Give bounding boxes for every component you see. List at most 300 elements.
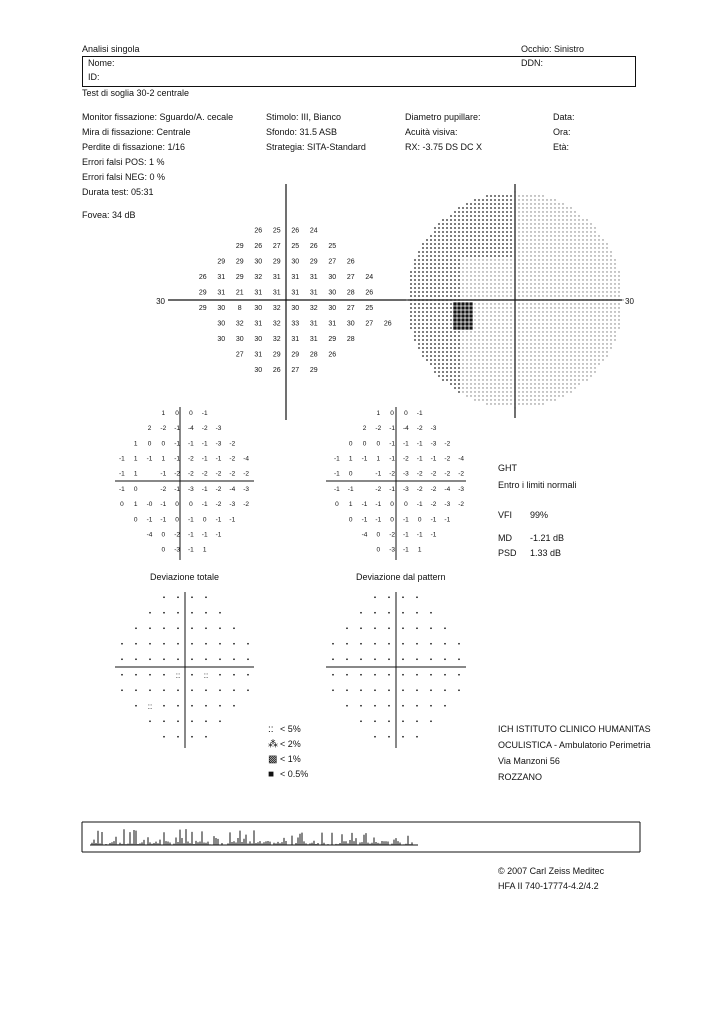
- greyscale-dot: [582, 219, 583, 220]
- greyscale-dot: [426, 343, 428, 345]
- greyscale-dot: [510, 235, 512, 237]
- greyscale-dot: [494, 379, 495, 380]
- greyscale-dot: [570, 271, 571, 272]
- pd-prob-dot: [458, 674, 460, 676]
- greyscale-dot: [478, 295, 479, 296]
- total-deviation-value: 1: [133, 455, 138, 463]
- greyscale-dot: [562, 219, 563, 220]
- greyscale-dot: [518, 379, 519, 380]
- greyscale-dot: [538, 219, 539, 220]
- greyscale-dot: [538, 375, 539, 376]
- greyscale-dot: [454, 267, 456, 269]
- pd-prob-dot: [346, 643, 348, 645]
- greyscale-dot: [414, 307, 416, 309]
- greyscale-dot: [530, 219, 531, 220]
- td-prob-dot: [177, 627, 179, 629]
- greyscale-dot: [550, 235, 551, 236]
- greyscale-dot: [598, 343, 599, 344]
- greyscale-scotoma-cell: [469, 322, 472, 325]
- greyscale-dot: [494, 223, 496, 225]
- greyscale-dot: [550, 283, 551, 284]
- total-deviation-value: -1: [146, 516, 153, 524]
- legend-label-5: < 5%: [280, 724, 301, 734]
- greyscale-dot: [510, 279, 511, 280]
- greyscale-dot: [582, 371, 583, 372]
- greyscale-dot: [510, 395, 511, 396]
- greyscale-dot: [582, 339, 583, 340]
- greyscale-dot: [474, 359, 475, 360]
- greyscale-dot: [426, 315, 428, 317]
- greyscale-dot: [470, 215, 472, 217]
- greyscale-dot: [610, 319, 611, 320]
- greyscale-dot: [414, 311, 416, 313]
- greyscale-dot: [554, 287, 555, 288]
- greyscale-dot: [566, 235, 567, 236]
- greyscale-dot: [582, 227, 583, 228]
- greyscale-dot: [490, 295, 491, 296]
- greyscale-dot: [538, 391, 539, 392]
- greyscale-dot: [546, 251, 547, 252]
- greyscale-dot: [518, 367, 519, 368]
- greyscale-dot: [594, 343, 595, 344]
- greyscale-dot: [510, 371, 511, 372]
- greyscale-dot: [442, 279, 444, 281]
- total-deviation-value: -2: [215, 470, 222, 478]
- greyscale-dot: [574, 223, 575, 224]
- greyscale-dot: [530, 311, 531, 312]
- greyscale-dot: [466, 371, 467, 372]
- greyscale-dot: [474, 335, 475, 336]
- greyscale-dot: [562, 355, 563, 356]
- greyscale-dot: [438, 343, 440, 345]
- greyscale-dot: [594, 287, 595, 288]
- greyscale-dot: [566, 371, 567, 372]
- greyscale-dot: [530, 223, 531, 224]
- greyscale-dot: [458, 359, 460, 361]
- greyscale-dot: [438, 355, 440, 357]
- greyscale-dot: [490, 331, 491, 332]
- greyscale-dot: [414, 319, 416, 321]
- greyscale-dot: [518, 363, 519, 364]
- threshold-value: 30: [254, 367, 263, 375]
- greyscale-dot: [538, 263, 539, 264]
- pattern-deviation-value: 0: [335, 501, 339, 509]
- pattern-deviation-value: -1: [403, 531, 409, 539]
- greyscale-dot: [602, 259, 603, 260]
- greyscale-dot: [498, 319, 499, 320]
- pattern-deviation-value: -1: [334, 455, 340, 463]
- greyscale-dot: [594, 259, 595, 260]
- greyscale-dot: [442, 347, 444, 349]
- greyscale-dot: [602, 315, 603, 316]
- greyscale-dot: [542, 351, 543, 352]
- pd-prob-dot: [416, 674, 418, 676]
- greyscale-dot: [562, 251, 563, 252]
- greyscale-dot: [606, 331, 607, 332]
- td-prob-dot: [135, 658, 137, 660]
- greyscale-dot: [446, 231, 448, 233]
- greyscale-dot: [418, 315, 420, 317]
- greyscale-dot: [434, 227, 436, 229]
- greyscale-dot: [478, 363, 479, 364]
- greyscale-dot: [462, 335, 463, 336]
- greyscale-dot: [454, 383, 456, 385]
- greyscale-dot: [426, 243, 428, 245]
- greyscale-dot: [570, 331, 571, 332]
- greyscale-dot: [450, 227, 452, 229]
- greyscale-dot: [502, 243, 504, 245]
- greyscale-dot: [494, 347, 495, 348]
- greyscale-dot: [586, 331, 587, 332]
- greyscale-dot: [606, 259, 607, 260]
- greyscale-dot: [538, 387, 539, 388]
- greyscale-dot: [546, 255, 547, 256]
- greyscale-dot: [534, 239, 535, 240]
- greyscale-dot: [450, 267, 452, 269]
- greyscale-dot: [474, 351, 475, 352]
- greyscale-dot: [538, 395, 539, 396]
- greyscale-dot: [570, 275, 571, 276]
- td-prob-dot: [219, 627, 221, 629]
- greyscale-dot: [526, 399, 527, 400]
- greyscale-dot: [610, 303, 611, 304]
- greyscale-dot: [454, 367, 456, 369]
- greyscale-dot: [534, 275, 535, 276]
- greyscale-dot: [598, 355, 599, 356]
- greyscale-dot: [498, 391, 499, 392]
- greyscale-dot: [562, 239, 563, 240]
- greyscale-dot: [426, 319, 428, 321]
- greyscale-dot: [442, 259, 444, 261]
- greyscale-dot: [478, 259, 479, 260]
- greyscale-dot: [462, 279, 463, 280]
- greyscale-dot: [542, 387, 543, 388]
- greyscale-dot: [518, 383, 519, 384]
- greyscale-dot: [594, 311, 595, 312]
- greyscale-dot: [582, 351, 583, 352]
- total-deviation-value: -2: [201, 425, 208, 433]
- greyscale-dot: [530, 283, 531, 284]
- greyscale-dot: [598, 255, 599, 256]
- greyscale-dot: [490, 355, 491, 356]
- threshold-value: 31: [254, 320, 263, 328]
- greyscale-dot: [586, 319, 587, 320]
- greyscale-dot: [542, 215, 543, 216]
- greyscale-dot: [526, 315, 527, 316]
- greyscale-dot: [550, 399, 551, 400]
- greyscale-dot: [594, 331, 595, 332]
- greyscale-dot: [606, 295, 607, 296]
- greyscale-dot: [522, 311, 523, 312]
- greyscale-dot: [462, 359, 463, 360]
- greyscale-dot: [522, 391, 523, 392]
- greyscale-dot: [478, 243, 480, 245]
- greyscale-dot: [450, 283, 452, 285]
- greyscale-dot: [430, 291, 432, 293]
- greyscale-dot: [590, 239, 591, 240]
- greyscale-dot: [502, 355, 503, 356]
- greyscale-dot: [526, 223, 527, 224]
- greyscale-dot: [478, 371, 479, 372]
- greyscale-dot: [494, 339, 495, 340]
- pattern-deviation-value: -2: [416, 470, 423, 478]
- greyscale-dot: [446, 375, 448, 377]
- pd-prob-dot: [444, 658, 446, 660]
- greyscale-dot: [534, 367, 535, 368]
- greyscale-dot: [558, 243, 559, 244]
- greyscale-dot: [482, 339, 483, 340]
- total-deviation-value: -2: [215, 485, 222, 493]
- greyscale-dot: [426, 347, 428, 349]
- pattern-deviation-title: Deviazione dal pattern: [356, 572, 446, 582]
- td-prob-dot: [135, 689, 137, 691]
- pd-prob-dot: [416, 612, 418, 614]
- td-prob-dot: [149, 612, 151, 614]
- greyscale-dot: [462, 363, 463, 364]
- greyscale-dot: [414, 315, 416, 317]
- greyscale-dot: [482, 343, 483, 344]
- greyscale-dot: [430, 279, 432, 281]
- greyscale-dot: [418, 311, 420, 313]
- greyscale-dot: [482, 275, 483, 276]
- greyscale-dot: [410, 295, 412, 297]
- greyscale-dot: [410, 307, 412, 309]
- greyscale-dot: [518, 227, 519, 228]
- greyscale-dot: [438, 371, 440, 373]
- pd-prob-dot: [332, 658, 334, 660]
- td-prob-dot: [163, 627, 165, 629]
- greyscale-dot: [598, 275, 599, 276]
- greyscale-dot: [546, 387, 547, 388]
- greyscale-dot: [438, 319, 440, 321]
- total-deviation-value: 0: [175, 501, 179, 509]
- greyscale-dot: [574, 323, 575, 324]
- greyscale-dot: [414, 339, 416, 341]
- pd-prob-dot: [332, 689, 334, 691]
- pd-prob-dot: [332, 643, 334, 645]
- greyscale-dot: [558, 319, 559, 320]
- greyscale-dot: [434, 295, 436, 297]
- greyscale-dot: [574, 279, 575, 280]
- greyscale-dot: [582, 239, 583, 240]
- greyscale-scotoma-cell: [453, 306, 456, 309]
- greyscale-dot: [554, 327, 555, 328]
- greyscale-dot: [534, 295, 535, 296]
- greyscale-dot: [510, 379, 511, 380]
- greyscale-dot: [538, 403, 539, 404]
- td-prob-dot: [149, 658, 151, 660]
- greyscale-dot: [442, 371, 444, 373]
- greyscale-dot: [482, 227, 484, 229]
- greyscale-dot: [506, 227, 508, 229]
- greyscale-dot: [430, 355, 432, 357]
- greyscale-dot: [562, 327, 563, 328]
- greyscale-dot: [486, 207, 488, 209]
- greyscale-dot: [486, 239, 488, 241]
- pattern-deviation-value: -1: [389, 455, 395, 463]
- greyscale-dot: [542, 219, 543, 220]
- greyscale-dot: [454, 283, 456, 285]
- greyscale-dot: [494, 319, 495, 320]
- greyscale-dot: [494, 303, 495, 304]
- greyscale-dot: [606, 247, 607, 248]
- greyscale-dot: [550, 391, 551, 392]
- greyscale-dot: [546, 199, 547, 200]
- td-prob-dot: [219, 643, 221, 645]
- pattern-deviation-value: -1: [375, 470, 382, 478]
- greyscale-dot: [418, 271, 420, 273]
- greyscale-dot: [598, 347, 599, 348]
- greyscale-dot: [474, 379, 475, 380]
- greyscale-dot: [466, 227, 468, 229]
- greyscale-dot: [610, 315, 611, 316]
- greyscale-dot: [558, 271, 559, 272]
- greyscale-dot: [518, 247, 519, 248]
- greyscale-dot: [494, 351, 495, 352]
- greyscale-dot: [498, 295, 499, 296]
- pattern-deviation-value: 0: [348, 516, 353, 524]
- greyscale-dot: [550, 203, 551, 204]
- greyscale-dot: [574, 319, 575, 320]
- greyscale-dot: [554, 339, 555, 340]
- greyscale-dot: [566, 347, 567, 348]
- greyscale-dot: [474, 339, 475, 340]
- greyscale-dot: [470, 267, 471, 268]
- greyscale-dot: [494, 371, 495, 372]
- pd-prob-dot: [416, 705, 418, 707]
- greyscale-dot: [506, 267, 507, 268]
- greyscale-dot: [478, 291, 479, 292]
- total-deviation-value: -1: [119, 455, 125, 463]
- greyscale-dot: [542, 199, 543, 200]
- greyscale-dot: [450, 375, 452, 377]
- greyscale-dot: [490, 323, 491, 324]
- greyscale-dot: [534, 351, 535, 352]
- greyscale-dot: [522, 195, 523, 196]
- greyscale-dot: [486, 211, 488, 213]
- greyscale-dot: [462, 255, 464, 257]
- greyscale-dot: [498, 367, 499, 368]
- greyscale-dot: [550, 311, 551, 312]
- greyscale-dot: [578, 215, 579, 216]
- greyscale-dot: [490, 251, 492, 253]
- greyscale-dot: [530, 295, 531, 296]
- greyscale-dot: [590, 223, 591, 224]
- greyscale-dot: [486, 287, 487, 288]
- greyscale-dot: [530, 211, 531, 212]
- greyscale-dot: [498, 335, 499, 336]
- greyscale-dot: [462, 271, 463, 272]
- greyscale-dot: [562, 351, 563, 352]
- greyscale-dot: [474, 303, 475, 304]
- greyscale-dot: [594, 327, 595, 328]
- threshold-axis-left-label: 30: [156, 297, 165, 306]
- total-deviation-value: -3: [215, 440, 222, 448]
- greyscale-scotoma-cell: [461, 322, 464, 325]
- greyscale-dot: [470, 283, 471, 284]
- greyscale-dot: [542, 275, 543, 276]
- greyscale-dot: [466, 251, 468, 253]
- pattern-deviation-value: -1: [347, 485, 354, 493]
- param-date: Data:: [553, 112, 575, 122]
- greyscale-dot: [486, 223, 488, 225]
- greyscale-scotoma-cell: [469, 318, 472, 321]
- greyscale-dot: [534, 267, 535, 268]
- greyscale-dot: [578, 367, 579, 368]
- greyscale-dot: [474, 231, 476, 233]
- greyscale-dot: [498, 375, 499, 376]
- greyscale-dot: [410, 327, 412, 329]
- greyscale-dot: [566, 339, 567, 340]
- greyscale-dot: [518, 295, 519, 296]
- greyscale-dot: [586, 255, 587, 256]
- greyscale-dot: [510, 291, 511, 292]
- greyscale-dot: [494, 247, 496, 249]
- greyscale-dot: [558, 367, 559, 368]
- greyscale-dot: [494, 251, 496, 253]
- threshold-value: 32: [254, 274, 263, 282]
- greyscale-dot: [418, 291, 420, 293]
- greyscale-dot: [458, 215, 460, 217]
- greyscale-dot: [450, 271, 452, 273]
- greyscale-dot: [598, 291, 599, 292]
- greyscale-dot: [606, 287, 607, 288]
- greyscale-dot: [466, 267, 467, 268]
- total-deviation-value: 0: [202, 516, 207, 524]
- greyscale-dot: [414, 283, 416, 285]
- greyscale-dot: [502, 339, 503, 340]
- greyscale-dot: [522, 367, 523, 368]
- greyscale-dot: [478, 203, 480, 205]
- greyscale-dot: [442, 343, 444, 345]
- greyscale-dot: [542, 347, 543, 348]
- greyscale-dot: [574, 211, 575, 212]
- pd-prob-dot: [402, 720, 404, 722]
- greyscale-scotoma-cell: [461, 314, 464, 317]
- greyscale-dot: [426, 239, 428, 241]
- greyscale-dot: [434, 247, 436, 249]
- legend-label-05: < 0.5%: [280, 769, 309, 779]
- greyscale-dot: [486, 371, 487, 372]
- greyscale-dot: [530, 243, 531, 244]
- greyscale-dot: [450, 347, 452, 349]
- greyscale-dot: [550, 387, 551, 388]
- greyscale-dot: [454, 243, 456, 245]
- greyscale-dot: [542, 383, 543, 384]
- greyscale-dot: [582, 259, 583, 260]
- greyscale-dot: [510, 383, 511, 384]
- greyscale-dot: [570, 367, 571, 368]
- greyscale-dot: [522, 271, 523, 272]
- greyscale-dot: [458, 379, 460, 381]
- greyscale-dot: [550, 383, 551, 384]
- total-deviation-value: -1: [119, 470, 125, 478]
- greyscale-dot: [458, 295, 460, 297]
- greyscale-dot: [518, 351, 519, 352]
- greyscale-dot: [490, 271, 491, 272]
- greyscale-dot: [542, 283, 543, 284]
- greyscale-dot: [518, 343, 519, 344]
- greyscale-dot: [486, 195, 488, 197]
- greyscale-dot: [546, 363, 547, 364]
- greyscale-dot: [522, 275, 523, 276]
- greyscale-dot: [602, 251, 603, 252]
- param-fix-monitor: Monitor fissazione: Sguardo/A. cecale: [82, 112, 234, 122]
- greyscale-dot: [498, 351, 499, 352]
- greyscale-dot: [494, 231, 496, 233]
- greyscale-dot: [494, 315, 495, 316]
- greyscale-dot: [434, 263, 436, 265]
